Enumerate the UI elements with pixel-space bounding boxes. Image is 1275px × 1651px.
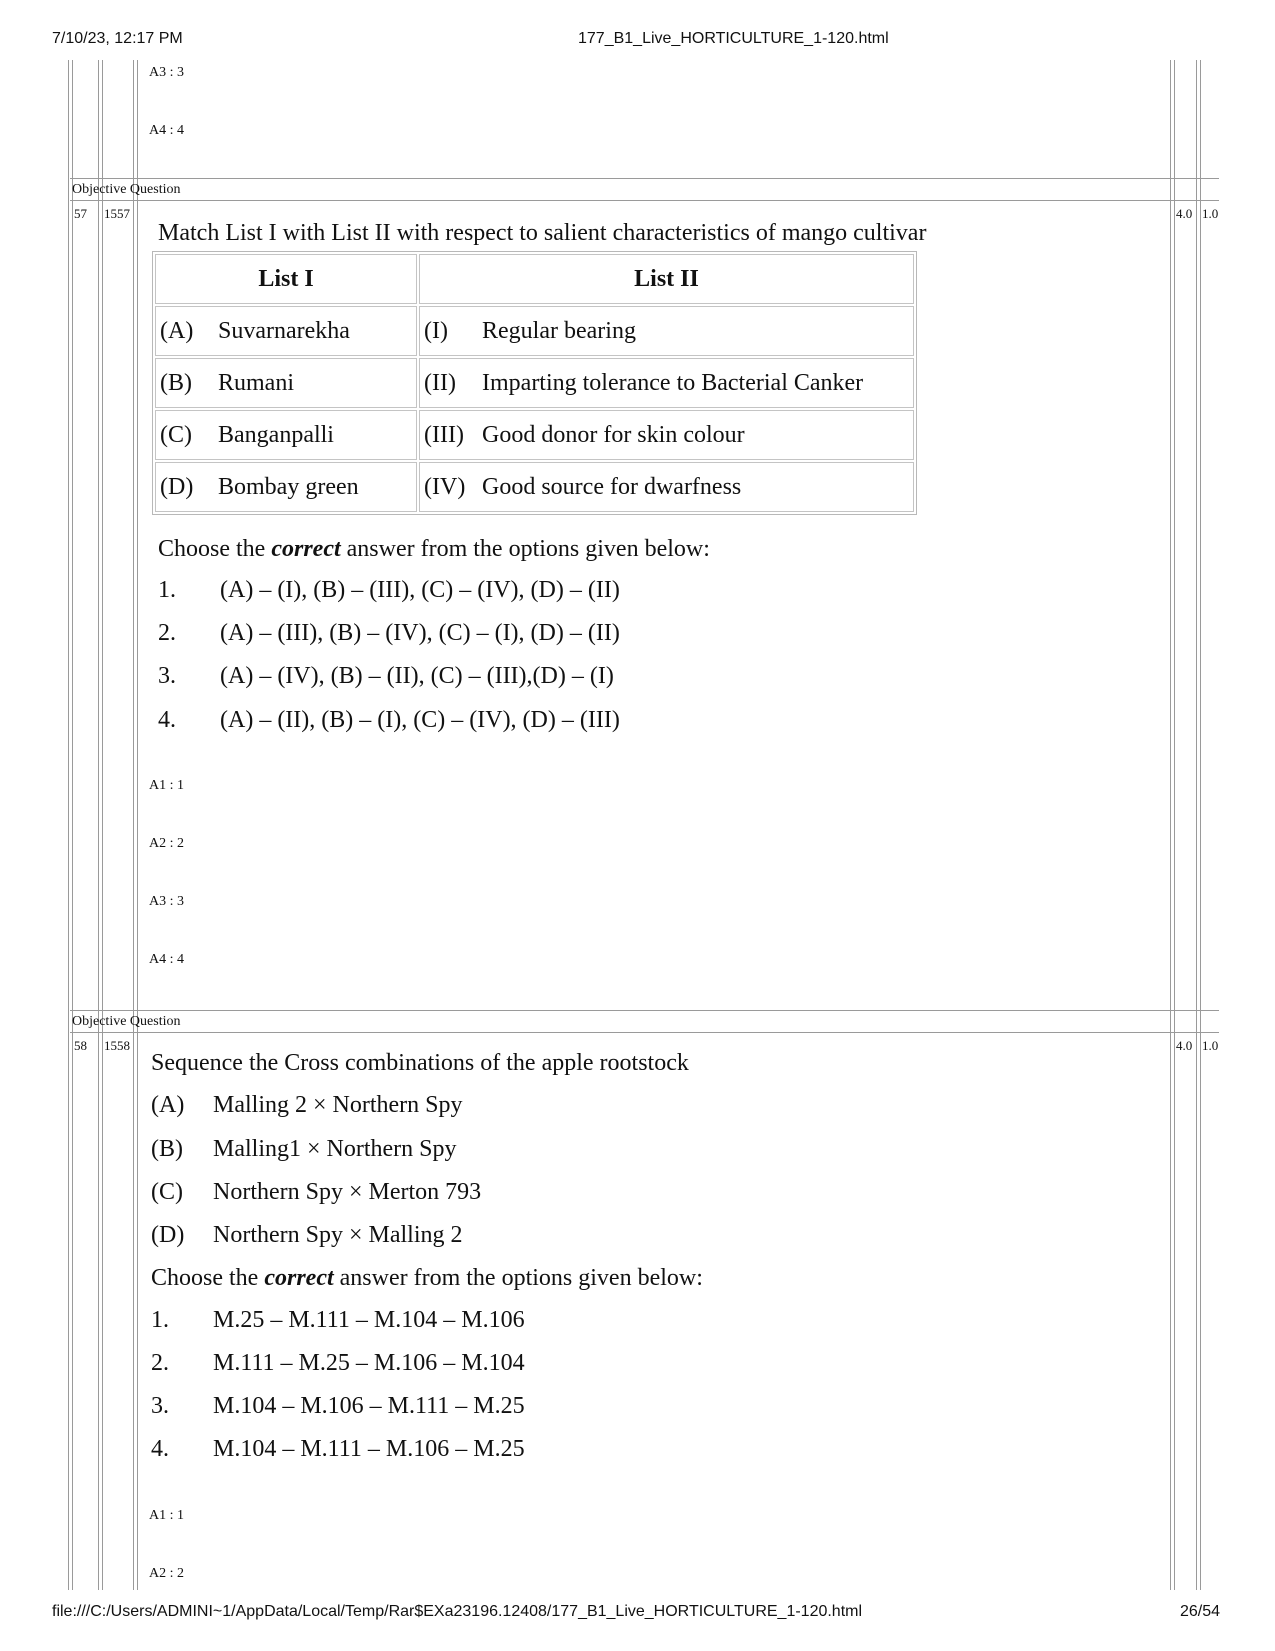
instruction-text: answer from the options given below: <box>340 536 710 562</box>
table-row <box>155 358 914 408</box>
list-1-label: (D) <box>160 473 194 500</box>
list-2-item: Imparting tolerance to Bacterial Canker <box>482 369 864 396</box>
answer-option: A3 : 3 <box>149 894 184 909</box>
list-2-item: Good source for dwarfness <box>482 473 742 500</box>
answer-option: A1 : 1 <box>149 1508 184 1523</box>
answer-option: A4 : 4 <box>149 952 184 967</box>
question-negative-marks: 1.0 <box>1202 206 1218 221</box>
choose-instruction <box>151 1265 703 1292</box>
list-2-header: List II <box>419 254 914 304</box>
item-text: Malling1 × Northern Spy <box>213 1136 457 1162</box>
question-marks: 4.0 <box>1176 206 1193 221</box>
match-table <box>152 251 917 515</box>
list-1-label: (B) <box>160 369 192 396</box>
print-datetime: 7/10/23, 12:17 PM <box>52 30 183 47</box>
question-text: Match List I with List II with respect to salient characteristics of mango cultivar <box>158 220 927 246</box>
option-number: 1. <box>151 1307 169 1333</box>
choose-instruction <box>158 536 710 563</box>
instruction-text: Choose the <box>158 536 272 562</box>
item-label: (C) <box>151 1179 183 1205</box>
option-text: M.104 – M.106 – M.111 – M.25 <box>213 1393 525 1419</box>
instruction-emphasis: correct <box>264 1265 334 1291</box>
list-1-item: Rumani <box>218 369 294 396</box>
question-id: 1557 <box>104 206 130 221</box>
option-text: M.111 – M.25 – M.106 – M.104 <box>213 1350 525 1376</box>
list-1-item: Banganpalli <box>218 421 334 448</box>
page-number: 26/54 <box>1180 1603 1221 1620</box>
instruction-emphasis: correct <box>271 536 341 562</box>
answer-option: A1 : 1 <box>149 778 184 793</box>
item-text: Northern Spy × Merton 793 <box>213 1179 482 1205</box>
question-text: Sequence the Cross combinations of the apple rootstock <box>151 1050 689 1076</box>
instruction-text: Choose the <box>151 1265 265 1291</box>
list-2-label: (I) <box>424 317 448 344</box>
answer-option: A4 : 4 <box>149 123 184 138</box>
option-text: (A) – (IV), (B) – (II), (C) – (III),(D) – (I) <box>220 663 614 689</box>
list-1-item: Bombay green <box>218 473 359 500</box>
question-serial: 57 <box>74 206 87 221</box>
option-number: 3. <box>158 663 176 689</box>
option-number: 2. <box>151 1350 169 1376</box>
table-row <box>155 410 914 460</box>
list-2-label: (II) <box>424 369 456 396</box>
instruction-text: answer from the options given below: <box>333 1265 703 1291</box>
table-row <box>155 306 914 356</box>
option-text: (A) – (III), (B) – (IV), (C) – (I), (D) – (II) <box>220 620 620 646</box>
answer-option: A3 : 3 <box>149 65 184 80</box>
list-1-item: Suvarnarekha <box>218 317 350 344</box>
list-2-label: (IV) <box>424 473 466 500</box>
print-doc-title: 177_B1_Live_HORTICULTURE_1-120.html <box>578 30 889 47</box>
question-id: 1558 <box>104 1038 130 1053</box>
list-2-label: (III) <box>424 421 464 448</box>
list-1-label: (A) <box>160 317 194 344</box>
section-label: Objective Question <box>72 182 181 197</box>
list-2-item: Regular bearing <box>482 317 636 344</box>
list-1-label: (C) <box>160 421 192 448</box>
question-negative-marks: 1.0 <box>1202 1038 1218 1053</box>
table-row <box>155 462 914 512</box>
section-label: Objective Question <box>72 1014 181 1029</box>
option-number: 3. <box>151 1393 169 1419</box>
option-number: 1. <box>158 577 176 603</box>
item-label: (B) <box>151 1136 183 1162</box>
option-number: 4. <box>151 1436 169 1462</box>
option-number: 2. <box>158 620 176 646</box>
question-serial: 58 <box>74 1038 87 1053</box>
option-number: 4. <box>158 707 176 733</box>
answer-option: A2 : 2 <box>149 836 184 851</box>
option-text: (A) – (I), (B) – (III), (C) – (IV), (D) – (II) <box>220 577 620 603</box>
list-2-item: Good donor for skin colour <box>482 421 745 448</box>
item-label: (D) <box>151 1222 185 1248</box>
option-text: M.25 – M.111 – M.104 – M.106 <box>213 1307 525 1333</box>
item-label: (A) <box>151 1092 185 1118</box>
list-1-header: List I <box>155 254 417 304</box>
print-file-path: file:///C:/Users/ADMINI~1/AppData/Local/Temp/Rar$EXa23196.12408/177_B1_Live_HORTICULTURE_1-120.html <box>52 1603 863 1620</box>
item-text: Malling 2 × Northern Spy <box>213 1092 463 1118</box>
option-text: (A) – (II), (B) – (I), (C) – (IV), (D) – (III) <box>220 707 620 733</box>
item-text: Northern Spy × Malling 2 <box>213 1222 463 1248</box>
option-text: M.104 – M.111 – M.106 – M.25 <box>213 1436 525 1462</box>
question-marks: 4.0 <box>1176 1038 1193 1053</box>
answer-option: A2 : 2 <box>149 1566 184 1581</box>
